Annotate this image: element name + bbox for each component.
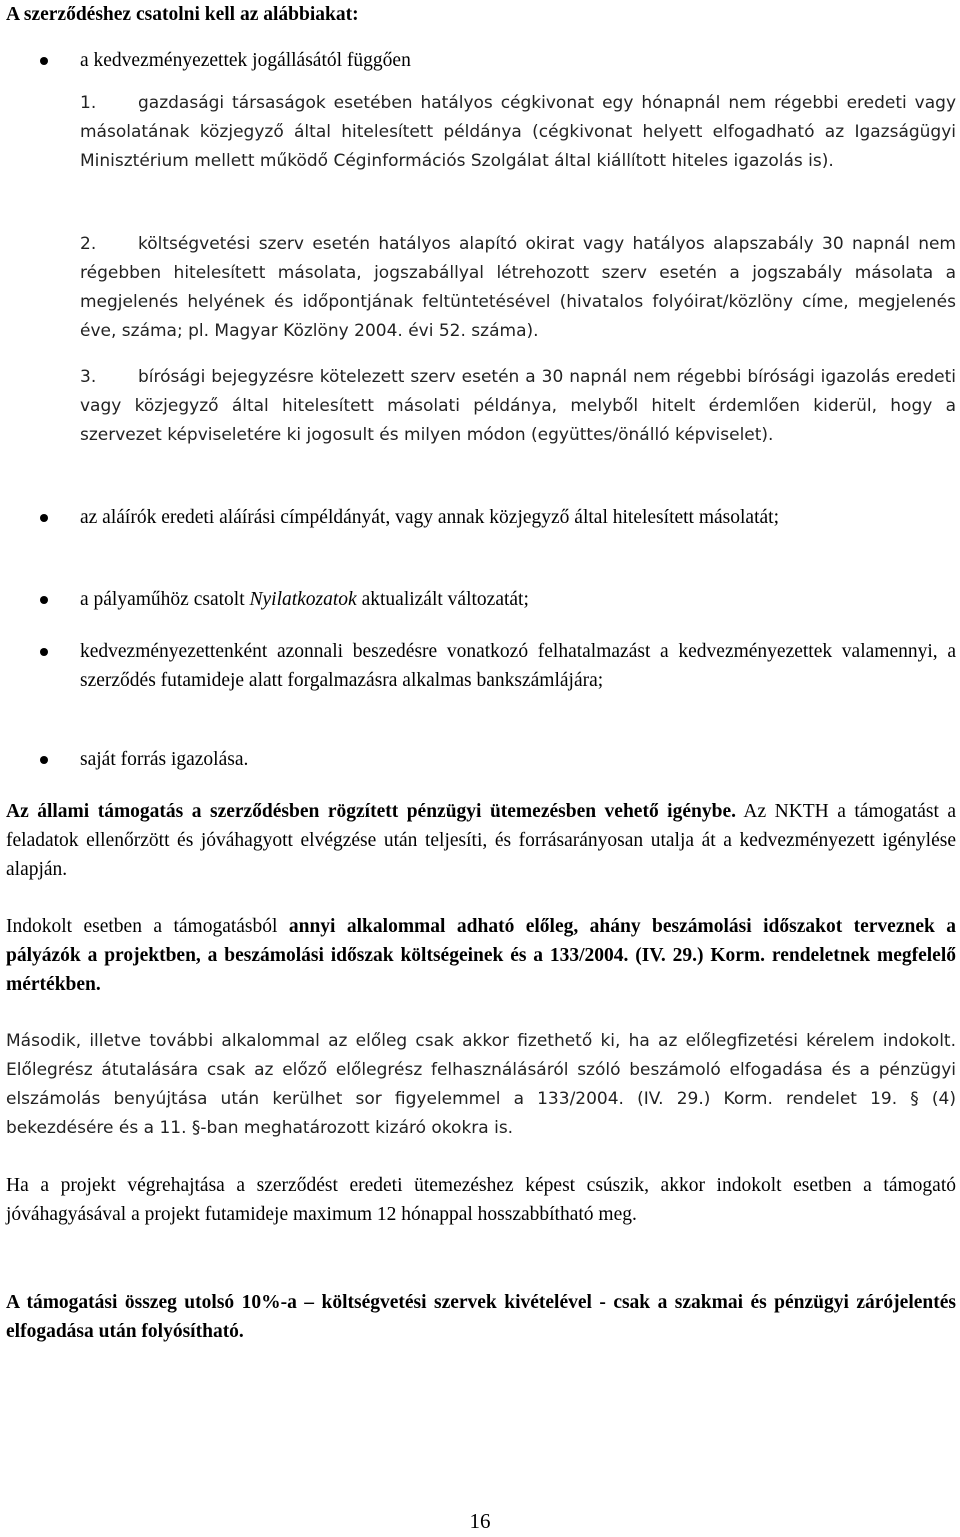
item-text: bírósági bejegyzésre kötelezett szerv esetén a 30 napnál nem régebbi bírósági igazolás eredeti vagy közjegyző által hitelesített másolati példánya, melyből hitelt érdemlően kiderül, hogy a szervezet képviseletére ki jogosult és milyen módon (együttes/önálló képviselet). — [80, 367, 956, 445]
bullet-dot — [40, 596, 48, 604]
item-number: 2. — [80, 234, 97, 254]
bullet-dot — [40, 756, 48, 764]
item-number: 3. — [80, 367, 97, 387]
numbered-item-court-registered — [80, 363, 956, 450]
numbered-item-companies — [80, 89, 956, 176]
page-number: 16 — [469, 1509, 491, 1533]
bullet-item-legal-status: a kedvezményezettek jogállásától függően — [80, 50, 411, 71]
paragraph-final-installment: A támogatási összeg utolsó 10%-a – költségvetési szervek kivételével - csak a szakmai és pénzügyi zárójelentés elfogadása után folyósítható. — [6, 1292, 956, 1342]
numbered-item-budget-org — [80, 230, 956, 346]
paragraph-delay: Ha a projekt végrehajtása a szerződést eredeti ütemezéshez képest csúszik, akkor indokolt esetben a támogató jóváhagyásával a projekt futamideje maximum 12 hónappal hosszabbítható meg. — [6, 1175, 956, 1225]
bold-segment: annyi alkalommal adható előleg, ahány beszámolási időszakot terveznek a pályázók a projektben, a beszámolási időszak költségeinek és a 133/2004. (IV. 29.) Korm. rendeletnek megfelelő mértékben. — [6, 916, 956, 995]
item-text: költségvetési szerv esetén hatályos alapító okirat vagy hatályos alapszabály 30 napnál nem régebben hitelesített másolata, jogszabállyal létrehozott szerv esetén a jogszabály másolata a megjelenés helyének és időpontjának feltüntetésével (hivatalos folyóirat/közlöny címe, megjelenés éve, száma; pl. Magyar Közlöny 2004. évi 52. száma). — [80, 234, 956, 341]
bullet-item-own-funds: saját forrás igazolása. — [80, 749, 249, 770]
paragraph-advance — [6, 912, 956, 999]
item-text: gazdasági társaságok esetében hatályos cégkivonat egy hónapnál nem régebbi eredeti vagy másolatának közjegyző által hitelesített példánya (cégkivonat helyett elfogadható az Igazságügyi Minisztérium mellett működő Céginformációs Szolgálat által kiállított hiteles igazolás is). — [80, 93, 956, 171]
bullet-dot — [40, 57, 48, 65]
italic-segment: Nyilatkozatok — [249, 589, 357, 610]
section-heading: A szerződéshez csatolni kell az alábbiakat: — [6, 4, 359, 25]
paragraph-state-support — [6, 797, 956, 884]
bullet-item-authorization: kedvezményezettenként azonnali beszedésre vonatkozó felhatalmazást a kedvezményezettek valamennyi, a szerződés futamideje alatt forgalmazásra alkalmas bankszámlájára; — [80, 641, 956, 691]
text-segment: Indokolt esetben a támogatásból — [6, 916, 289, 937]
text-segment: Az NKTH a támogatást a feladatok ellenőrzött és jóváhagyott elvégzése után teljesíti, és forrásarányosan utalja át a kedvezményezett igénylése alapján. — [6, 801, 956, 880]
text-segment: aktualizált változatát; — [356, 589, 529, 610]
bold-segment: Az állami támogatás a szerződésben rögzített pénzügyi ütemezésben vehető igénybe. — [6, 801, 736, 822]
paragraph-second-advance: Második, illetve további alkalommal az előleg csak akkor fizethető ki, ha az előlegfizetési kérelem indokolt. Előlegrész átutalására csak az előző előlegrész felhasználásáról szóló beszámoló elfogadása és a pénzügyi elszámolás benyújtása után kerülhet sor figyelemmel a 133/2004. (IV. 29.) Korm. rendelet 19. § (4) bekezdésére és a 11. §-ban meghatározott kizáró okokra is. — [6, 1031, 956, 1138]
bullet-dot — [40, 514, 48, 522]
bullet-dot — [40, 648, 48, 656]
item-number: 1. — [80, 93, 97, 113]
bullet-item-declarations — [80, 585, 956, 614]
bullet-item-signatures: az aláírók eredeti aláírási címpéldányát, vagy annak közjegyző által hitelesített másolatát; — [80, 507, 779, 528]
text-segment: a pályaműhöz csatolt — [80, 589, 250, 610]
